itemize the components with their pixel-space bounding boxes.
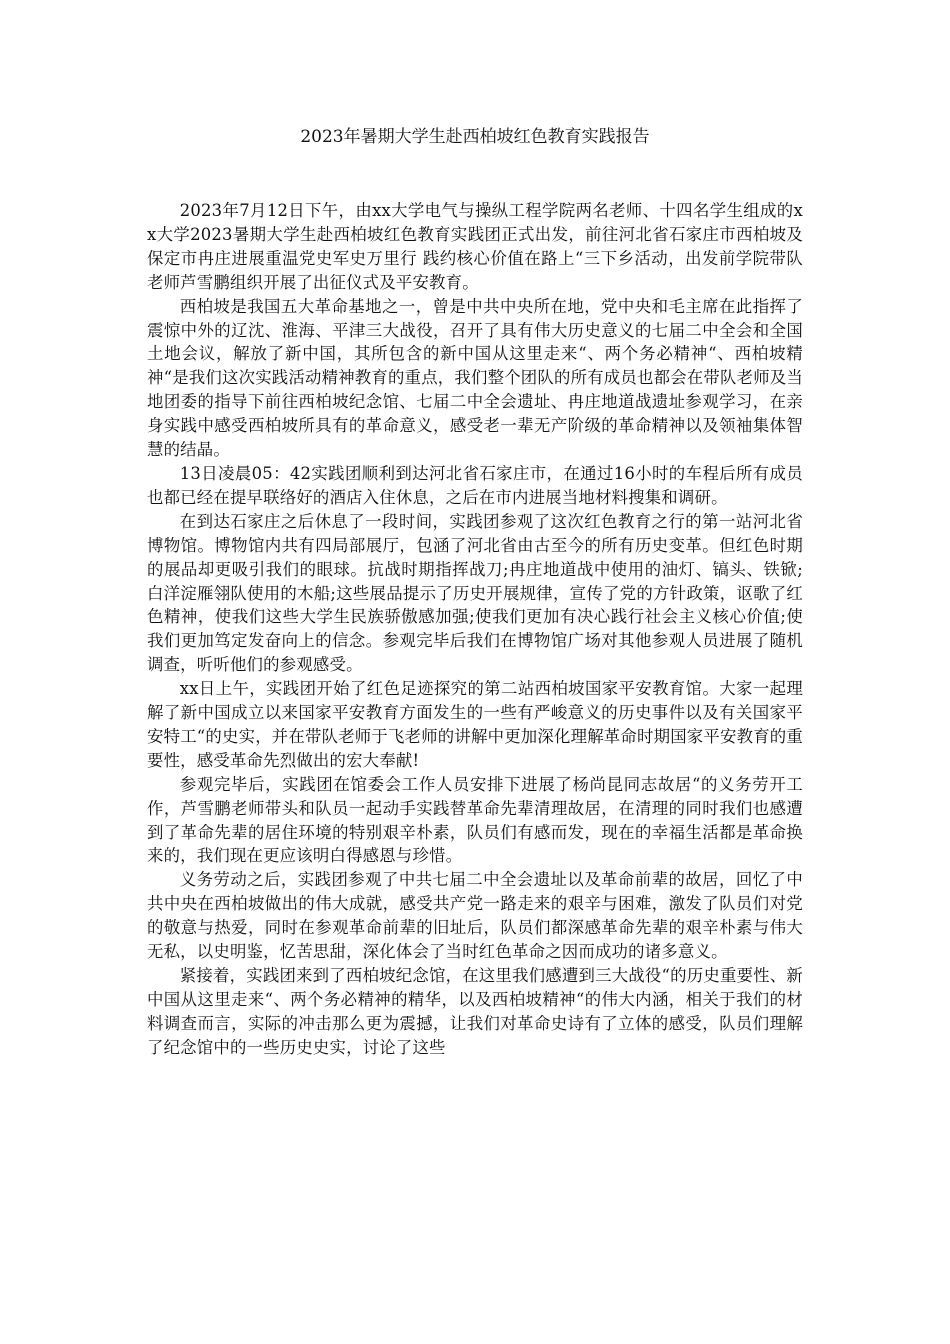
paragraph: 在到达石家庄之后休息了一段时间，实践团参观了这次红色教育之行的第一站河北省博物馆。博物馆内共有四局部展厅，包涵了河北省由古至今的所有历史变革。但红色时期的展品却更吸引我们的眼球。抗战时期指挥战刀;冉庄地道战中使用的油灯、镐头、铁锨;白洋淀雁翎队使用的木船;这些展品提示了历史开展规律，宣传了党的方针政策，讴歌了红色精神，使我们这些大学生民族骄傲感加强;使我们更加有决心践行社会主义核心价值;使我们更加笃定发奋向上的信念。参观完毕后我们在博物馆广场对其他参观人员进展了随机调查，听听他们的参观感受。	[147, 511, 803, 675]
paragraph: 2023年7月12日下午，由xx大学电气与操纵工程学院两名老师、十四名学生组成的xx大学2023暑期大学生赴西柏坡红色教育实践团正式出发，前往河北省石家庄市西柏坡及保定市冉庄进展重温党史军史万里行 践约核心价值在路上“三下乡活动，出发前学院带队老师芦雪鹏组织开展了出征仪式及平安教育。	[147, 201, 803, 292]
paragraph: xx日上午，实践团开始了红色足迹探究的第二站西柏坡国家平安教育馆。大家一起理解了新中国成立以来国家平安教育方面发生的一些有严峻意义的历史事件以及有关国家平安特工“的史实，并在带队老师于飞老师的讲解中更加深化理解革命时期国家平安教育的重要性，感受革命先烈做出的宏大奉献!	[147, 679, 803, 770]
document-title: 2023年暑期大学生赴西柏坡红色教育实践报告	[300, 127, 650, 147]
document-body	[147, 199, 803, 1060]
paragraph: 紧接着，实践团来到了西柏坡纪念馆，在这里我们感遭到三大战役“的历史重要性、新中国从这里走来“、两个务必精神的精华，以及西柏坡精神“的伟大内涵，相关于我们的材料调查而言，实际的冲击那么更为震撼，让我们对革命史诗有了立体的感受，队员们理解了纪念馆中的一些历史史实，讨论了这些	[147, 966, 803, 1057]
paragraph: 参观完毕后，实践团在馆委会工作人员安排下进展了杨尚昆同志故居“的义务劳开工作，芦雪鹏老师带头和队员一起动手实践替革命先辈清理故居，在清理的同时我们也感遭到了革命先辈的居住环境的特别艰辛朴素，队员们有感而发，现在的幸福生活都是革命换来的，我们现在更应该明白得感恩与珍惜。	[147, 774, 803, 866]
paragraph: 义务劳动之后，实践团参观了中共七届二中全会遗址以及革命前辈的故居，回忆了中共中央在西柏坡做出的伟大成就，感受共产党一路走来的艰辛与困难，激发了队员们对党的敬意与热爱，同时在参观革命前辈的旧址后，队员们都深感革命先辈的艰辛朴素与伟大无私，以史明鉴，忆苦思甜，深化体会了当时红色革命之因而成功的诸多意义。	[147, 870, 803, 962]
paragraph: 13日凌晨05：42实践团顺利到达河北省石家庄市，在通过16小时的车程后所有成员也都已经在提早联络好的酒店入住休息，之后在市内进展当地材料搜集和调研。	[147, 463, 803, 507]
paragraph: 西柏坡是我国五大革命基地之一，曾是中共中央所在地，党中央和毛主席在此指挥了震惊中外的辽沈、淮海、平津三大战役，召开了具有伟大历史意义的七届二中全会和全国土地会议，解放了新中国，其所包含的新中国从这里走来“、两个务必精神“、西柏坡精神“是我们这次实践活动精神教育的重点，我们整个团队的所有成员也都会在带队老师及当地团委的指导下前往西柏坡纪念馆、七届二中全会遗址、冉庄地道战遗址参观学习，在亲身实践中感受西柏坡所具有的革命意义，感受老一辈无产阶级的革命精神以及领袖集体智慧的结晶。	[147, 296, 803, 460]
